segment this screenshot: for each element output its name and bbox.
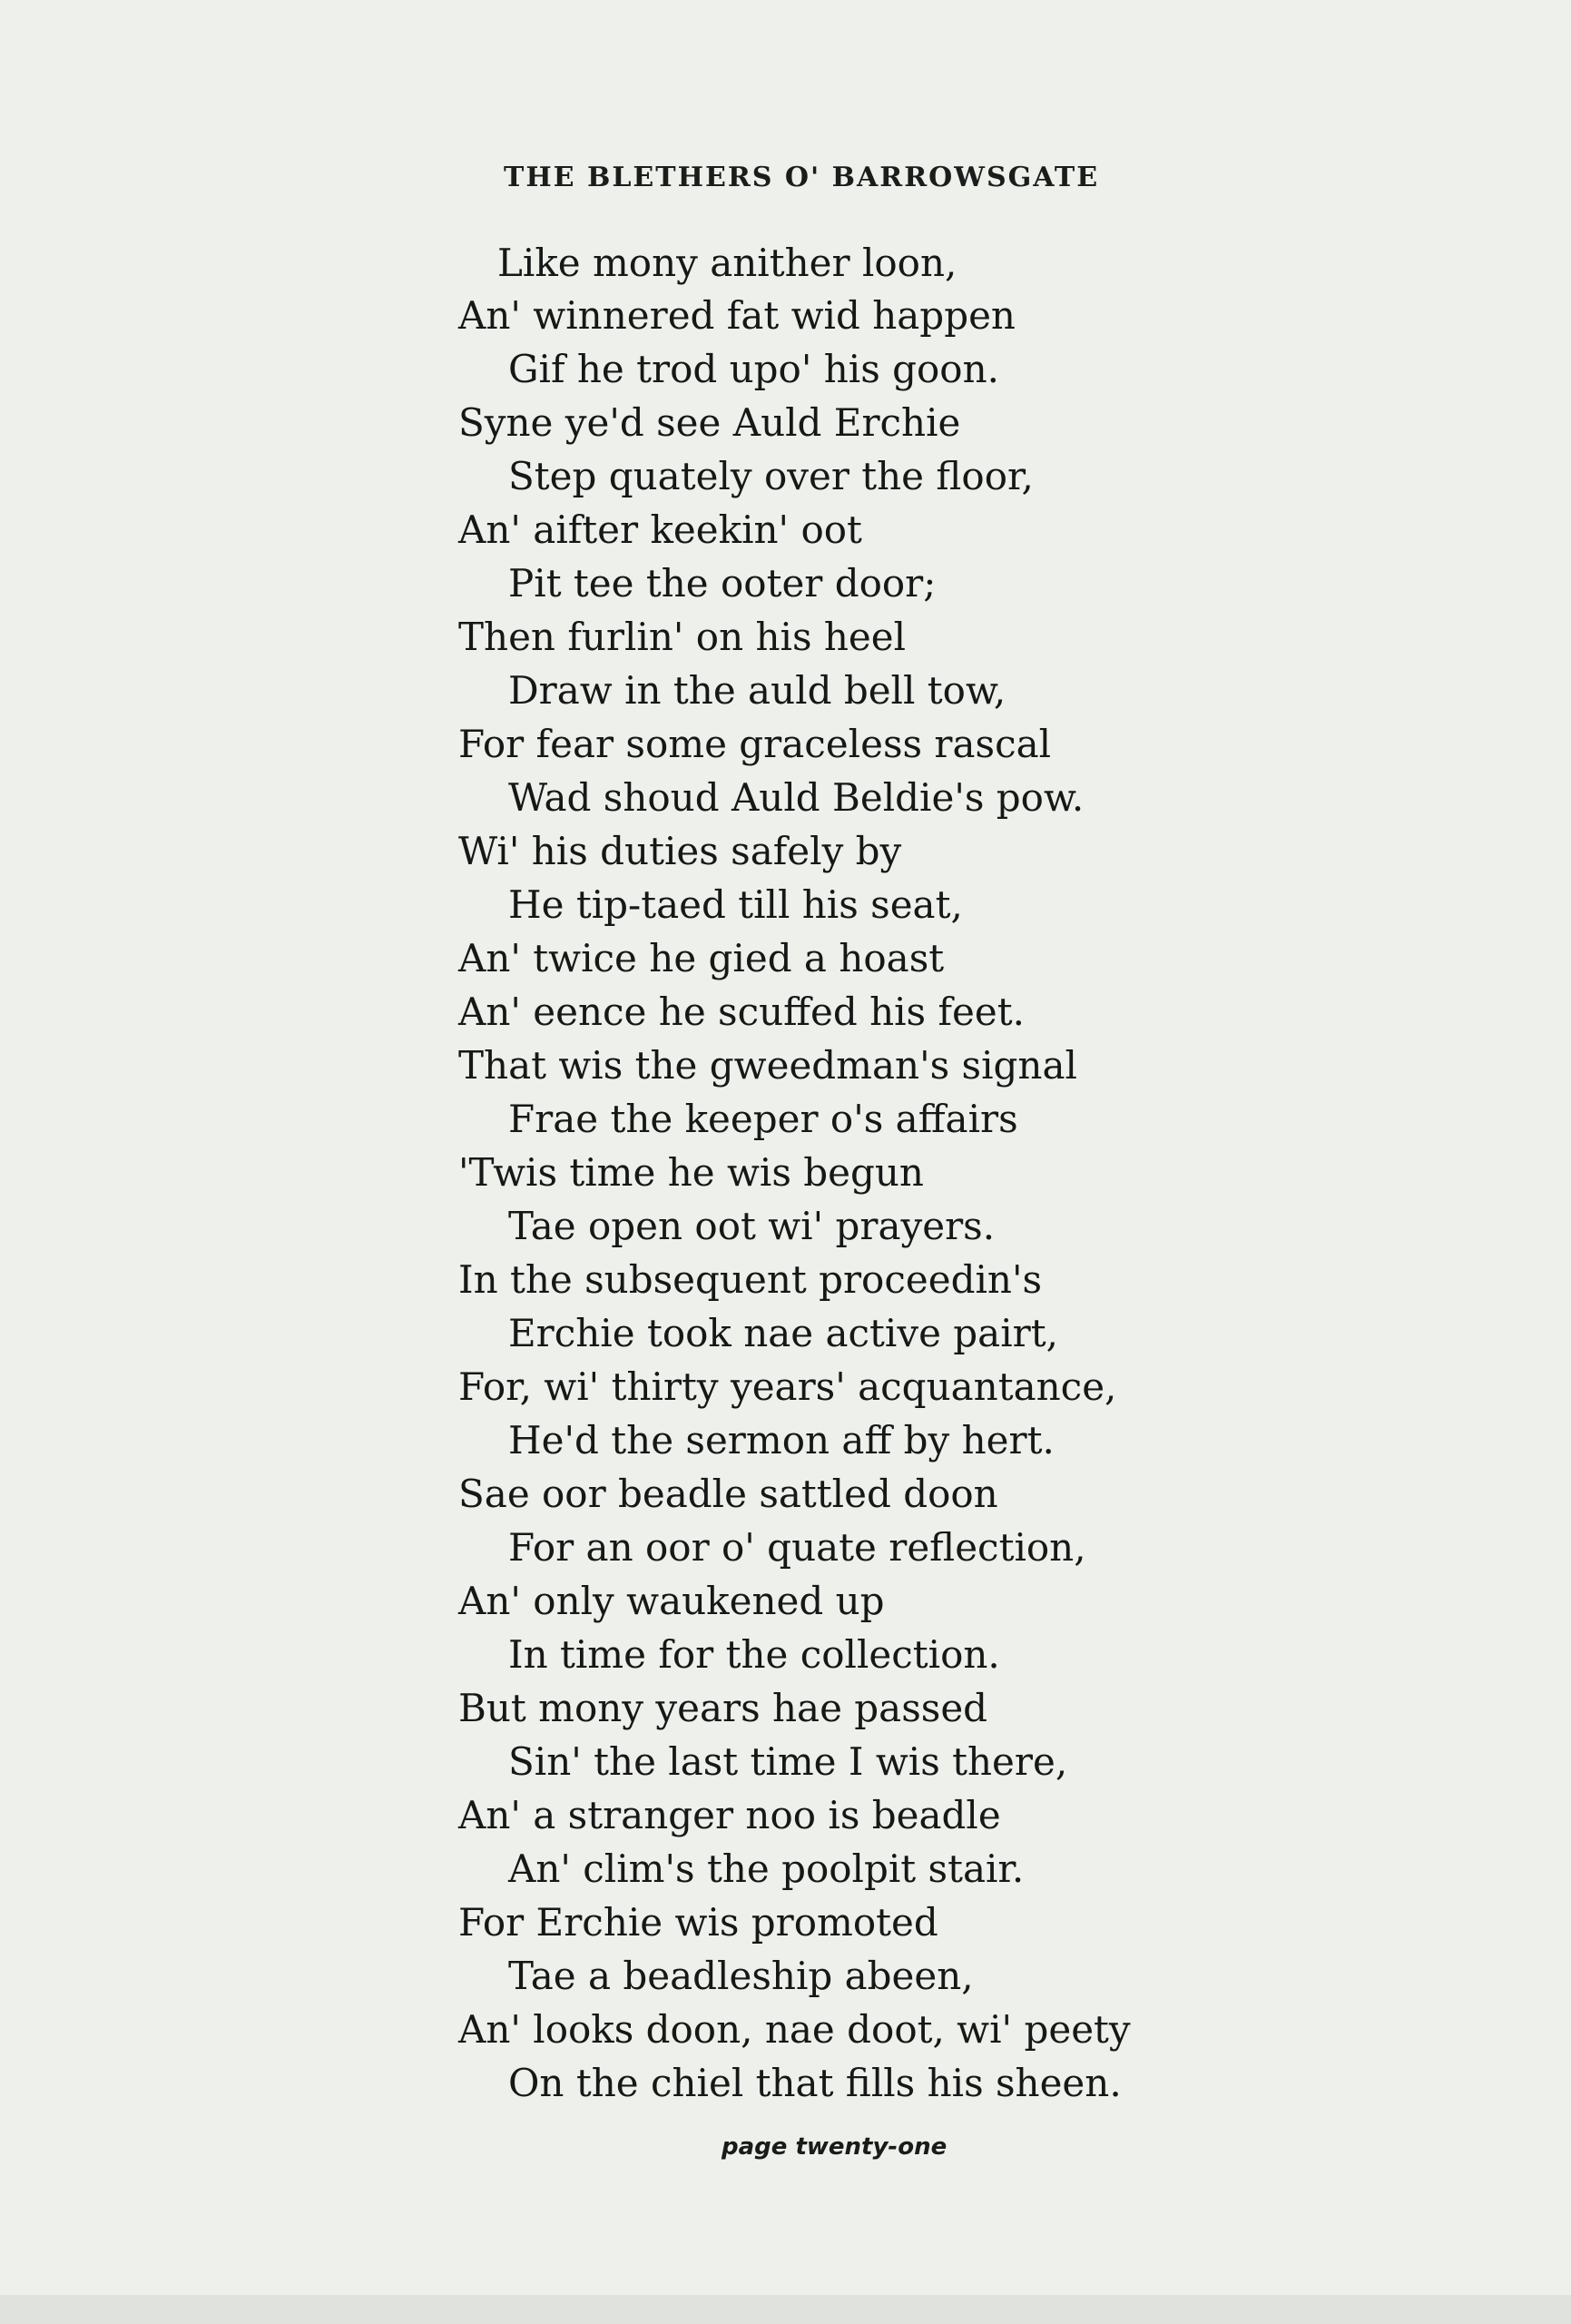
poem-line: An' a stranger noo is beadle [458,1793,1001,1837]
poem-line: Tae open oot wi' prayers. [508,1204,996,1248]
poem-line: He'd the sermon aff by hert. [508,1418,1055,1462]
poem-line: Syne ye'd see Auld Erchie [458,400,961,445]
poem-line: An' looks doon, nae doot, wi' peety [458,2007,1131,2052]
poem-line: Pit tee the ooter door; [508,561,937,606]
poem-line: For an oor o' quate reflection, [508,1525,1086,1570]
poem-line: On the chiel that fills his sheen. [508,2061,1122,2105]
poem-line: That wis the gweedman's signal [458,1043,1077,1088]
poem-line: 'Twis time he wis begun [458,1150,924,1195]
poem-line: He tip-taed till his seat, [508,882,963,927]
poem-line: Tae a beadleship abeen, [508,1954,974,1998]
running-head: THE BLETHERS O' BARROWSGATE [504,162,1100,193]
poem-line: In the subsequent proceedin's [458,1257,1043,1302]
poem-line: Wi' his duties safely by [458,829,902,873]
poem-line: Draw in the auld bell tow, [508,668,1006,713]
poem-line: Frae the keeper o's affairs [508,1097,1018,1141]
poem-line: An' clim's the poolpit stair. [508,1846,1025,1891]
poem-line: For Erchie wis promoted [458,1900,938,1945]
poem-line: An' aifter keekin' oot [458,507,862,552]
poem-line: Sin' the last time I wis there, [508,1739,1068,1784]
poem-line: An' only waukened up [458,1579,885,1623]
poem-line: An' twice he gied a hoast [458,936,945,980]
poem-line: An' eence he scuffed his feet. [458,990,1025,1034]
poem-line: Gif he trod upo' his goon. [508,347,999,391]
poem-line: Then furlin' on his heel [458,615,907,659]
poem-line: Erchie took nae active pairt, [508,1311,1058,1355]
poem-line: Step quately over the floor, [508,454,1034,498]
poem-line: Wad shoud Auld Beldie's pow. [508,775,1085,820]
poem-line: In time for the collection. [508,1632,1000,1677]
poem-line: Like mony anither loon, [497,241,957,285]
page-bottom-edge [0,2295,1571,2324]
poem-line: But mony years hae passed [458,1686,988,1730]
poem-line: For, wi' thirty years' acquantance, [458,1364,1117,1409]
poem-line: For fear some graceless rascal [458,722,1052,766]
page-number: page twenty-one [722,2133,948,2161]
poem-line: Sae oor beadle sattled doon [458,1472,998,1516]
poem-line: An' winnered fat wid happen [458,293,1016,338]
